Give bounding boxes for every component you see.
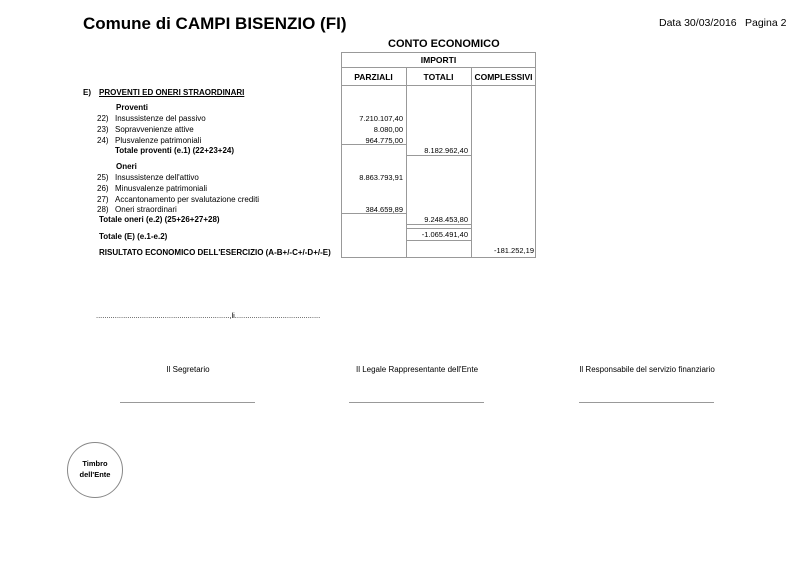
item-value: 8.863.793,91	[359, 173, 403, 182]
table-divider	[341, 85, 536, 86]
total-e-value: -1.065.491,40	[421, 230, 468, 239]
oneri-total-label: Totale oneri (e.2) (25+26+27+28)	[99, 215, 220, 224]
report-title: CONTO ECONOMICO	[388, 38, 500, 50]
item-value: 964.775,00	[365, 136, 403, 145]
signature-line	[579, 402, 714, 403]
proventi-label: Proventi	[116, 103, 149, 112]
oneri-label: Oneri	[116, 162, 137, 171]
signature-line	[120, 402, 255, 403]
item-number: 28)	[97, 205, 109, 214]
table-divider	[341, 67, 536, 68]
item-label: Sopravvenienze attive	[115, 125, 194, 134]
signature-label-segretario: Il Segretario	[166, 365, 210, 374]
total-e-label: Totale (E) (e.1-e.2)	[99, 232, 168, 241]
item-label: Insussistenze dell'attivo	[115, 173, 199, 182]
item-number: 26)	[97, 184, 109, 193]
item-label: Accantonamento per svalutazione crediti	[115, 195, 260, 204]
signature-line	[349, 402, 484, 403]
item-label: Plusvalenze patrimoniali	[115, 136, 202, 145]
item-value: 384.659,89	[365, 205, 403, 214]
subtotal-line	[406, 224, 471, 225]
page-title: Comune di CAMPI BISENZIO (FI)	[83, 14, 347, 33]
proventi-total-label: Totale proventi (e.1) (22+23+24)	[115, 146, 235, 155]
item-value: 7.210.107,40	[359, 114, 403, 123]
item-number: 25)	[97, 173, 109, 182]
signature-label-legale-rappresentante: Il Legale Rappresentante dell'Ente	[355, 365, 479, 374]
subtotal-line	[406, 228, 471, 229]
table-divider	[471, 67, 472, 258]
proventi-total-value: 8.182.962,40	[424, 146, 468, 155]
item-number: 23)	[97, 125, 109, 134]
page-number: Pagina 2	[745, 17, 787, 29]
item-number: 22)	[97, 114, 109, 123]
section-label: PROVENTI ED ONERI STRAORDINARI	[99, 88, 245, 97]
column-header-totali: TOTALI	[423, 72, 454, 82]
subtotal-line	[341, 213, 406, 214]
stamp-label: Timbro dell'Ente	[79, 459, 111, 479]
section-code: E)	[83, 88, 91, 97]
column-header-complessivi: COMPLESSIVI	[474, 72, 533, 82]
subtotal-line	[406, 240, 471, 241]
item-number: 24)	[97, 136, 109, 145]
item-label: Minusvalenze patrimoniali	[115, 184, 208, 193]
risultato-value: -181.252,19	[493, 246, 534, 255]
subtotal-line	[406, 155, 471, 156]
item-value: 8.080,00	[373, 125, 403, 134]
subtotal-line	[341, 144, 406, 145]
column-header-parziali: PARZIALI	[354, 72, 393, 82]
importi-header: IMPORTI	[420, 55, 457, 65]
signature-label-responsabile: Il Responsabile del servizio finanziario	[579, 365, 715, 374]
oneri-total-value: 9.248.453,80	[424, 215, 468, 224]
report-date: Data 30/03/2016	[659, 17, 737, 29]
item-label: Insussistenze del passivo	[115, 114, 206, 123]
item-number: 27)	[97, 195, 109, 204]
risultato-label: RISULTATO ECONOMICO DELL'ESERCIZIO (A-B+/-C+/-D+/-E)	[99, 248, 331, 257]
item-label: Oneri straordinari	[115, 205, 177, 214]
place-date-line: ................................................................,li.........................................	[96, 311, 321, 320]
